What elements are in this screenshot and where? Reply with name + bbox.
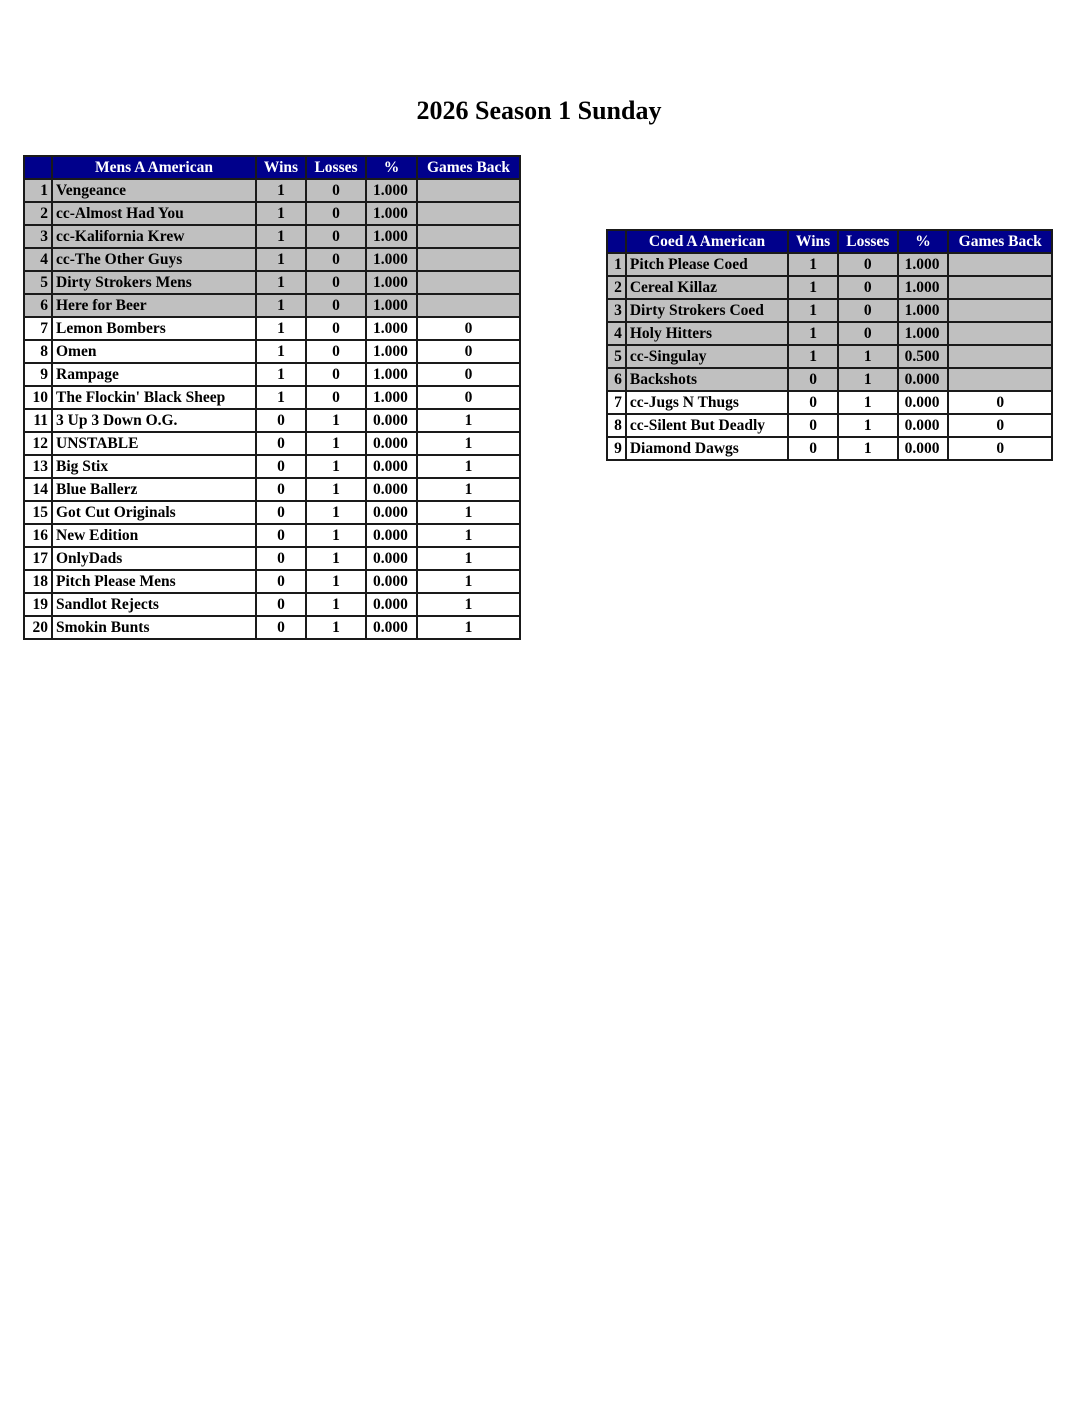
wins-cell: 0 [256, 455, 306, 478]
percentage-cell: 1.000 [898, 299, 949, 322]
percentage-cell: 0.000 [898, 368, 949, 391]
percentage-cell: 1.000 [898, 322, 949, 345]
division-column-header: Coed A American [626, 230, 788, 253]
wins-cell: 1 [788, 345, 838, 368]
rank-cell: 10 [24, 386, 52, 409]
wins-cell: 1 [788, 276, 838, 299]
wins-column-header: Wins [788, 230, 838, 253]
wins-cell: 0 [256, 547, 306, 570]
rank-cell: 8 [24, 340, 52, 363]
games-back-cell: 1 [417, 616, 520, 639]
losses-cell: 0 [306, 363, 366, 386]
team-name-cell: Pitch Please Mens [52, 570, 256, 593]
percentage-cell: 0.000 [366, 409, 417, 432]
percentage-column-header: % [898, 230, 949, 253]
losses-cell: 0 [838, 253, 898, 276]
coed-a-american-standings-table [606, 229, 1053, 461]
team-name-cell: Pitch Please Coed [626, 253, 788, 276]
table-row [24, 248, 520, 271]
games-back-cell: 1 [417, 478, 520, 501]
games-back-cell [417, 202, 520, 225]
team-name-cell: 3 Up 3 Down O.G. [52, 409, 256, 432]
team-name-cell: OnlyDads [52, 547, 256, 570]
table-row [607, 276, 1052, 299]
games-back-cell: 0 [417, 317, 520, 340]
table-header-row [24, 156, 520, 179]
wins-cell: 1 [788, 322, 838, 345]
rank-cell: 7 [24, 317, 52, 340]
losses-cell: 0 [306, 271, 366, 294]
table-row [24, 179, 520, 202]
table-row [24, 202, 520, 225]
rank-cell: 1 [607, 253, 626, 276]
rank-cell: 17 [24, 547, 52, 570]
team-name-cell: Dirty Strokers Mens [52, 271, 256, 294]
games-back-cell: 1 [417, 409, 520, 432]
losses-cell: 1 [306, 478, 366, 501]
team-name-cell: Got Cut Originals [52, 501, 256, 524]
games-back-cell: 1 [417, 524, 520, 547]
percentage-cell: 0.000 [898, 414, 949, 437]
table-row [607, 299, 1052, 322]
losses-cell: 0 [838, 276, 898, 299]
rank-cell: 1 [24, 179, 52, 202]
team-name-cell: Cereal Killaz [626, 276, 788, 299]
games-back-cell [948, 345, 1052, 368]
team-name-cell: Sandlot Rejects [52, 593, 256, 616]
team-name-cell: cc-Silent But Deadly [626, 414, 788, 437]
games-back-cell [948, 276, 1052, 299]
division-column-header: Mens A American [52, 156, 256, 179]
games-back-cell: 1 [417, 593, 520, 616]
wins-cell: 0 [256, 570, 306, 593]
rank-cell: 6 [607, 368, 626, 391]
rank-cell: 12 [24, 432, 52, 455]
percentage-cell: 1.000 [366, 340, 417, 363]
table-row [607, 322, 1052, 345]
wins-cell: 0 [256, 409, 306, 432]
percentage-cell: 1.000 [898, 276, 949, 299]
table-row [24, 340, 520, 363]
rank-cell: 2 [24, 202, 52, 225]
losses-column-header: Losses [306, 156, 366, 179]
games-back-cell: 0 [948, 437, 1052, 460]
team-name-cell: cc-Kalifornia Krew [52, 225, 256, 248]
percentage-cell: 1.000 [366, 248, 417, 271]
rank-cell: 7 [607, 391, 626, 414]
losses-cell: 0 [306, 340, 366, 363]
games-back-cell: 0 [417, 386, 520, 409]
rank-cell: 18 [24, 570, 52, 593]
percentage-cell: 1.000 [366, 363, 417, 386]
games-back-cell [948, 368, 1052, 391]
games-back-cell [417, 225, 520, 248]
percentage-cell: 0.000 [898, 391, 949, 414]
losses-cell: 1 [838, 437, 898, 460]
wins-cell: 1 [788, 299, 838, 322]
wins-cell: 1 [256, 363, 306, 386]
table-row [24, 363, 520, 386]
percentage-cell: 0.000 [366, 501, 417, 524]
table-row [24, 593, 520, 616]
wins-cell: 1 [788, 253, 838, 276]
wins-cell: 1 [256, 340, 306, 363]
losses-cell: 1 [306, 432, 366, 455]
team-name-cell: Blue Ballerz [52, 478, 256, 501]
table-row [24, 409, 520, 432]
losses-cell: 1 [838, 368, 898, 391]
losses-cell: 0 [838, 299, 898, 322]
wins-cell: 0 [788, 368, 838, 391]
team-name-cell: Backshots [626, 368, 788, 391]
wins-cell: 0 [256, 616, 306, 639]
wins-cell: 0 [788, 391, 838, 414]
rank-cell: 8 [607, 414, 626, 437]
rank-cell: 9 [607, 437, 626, 460]
team-name-cell: cc-Jugs N Thugs [626, 391, 788, 414]
percentage-cell: 0.000 [366, 478, 417, 501]
games-back-cell [948, 299, 1052, 322]
losses-cell: 1 [838, 345, 898, 368]
team-name-cell: Vengeance [52, 179, 256, 202]
losses-column-header: Losses [838, 230, 898, 253]
rank-cell: 13 [24, 455, 52, 478]
table-row [607, 391, 1052, 414]
wins-cell: 1 [256, 225, 306, 248]
team-name-cell: New Edition [52, 524, 256, 547]
games-back-cell: 1 [417, 455, 520, 478]
rank-column-header [607, 230, 626, 253]
percentage-cell: 0.500 [898, 345, 949, 368]
rank-cell: 6 [24, 294, 52, 317]
wins-cell: 0 [256, 501, 306, 524]
team-name-cell: Here for Beer [52, 294, 256, 317]
wins-cell: 1 [256, 248, 306, 271]
losses-cell: 0 [306, 225, 366, 248]
rank-cell: 3 [24, 225, 52, 248]
table-row [24, 570, 520, 593]
percentage-cell: 0.000 [366, 616, 417, 639]
rank-column-header [24, 156, 52, 179]
games-back-cell: 0 [417, 340, 520, 363]
percentage-cell: 0.000 [366, 524, 417, 547]
percentage-cell: 1.000 [366, 294, 417, 317]
percentage-cell: 0.000 [366, 455, 417, 478]
wins-cell: 1 [256, 202, 306, 225]
losses-cell: 1 [306, 616, 366, 639]
losses-cell: 1 [306, 409, 366, 432]
wins-cell: 0 [256, 432, 306, 455]
rank-cell: 9 [24, 363, 52, 386]
games-back-column-header: Games Back [417, 156, 520, 179]
team-name-cell: Big Stix [52, 455, 256, 478]
losses-cell: 0 [306, 317, 366, 340]
table-row [607, 368, 1052, 391]
table-row [24, 294, 520, 317]
wins-cell: 0 [256, 593, 306, 616]
table-row [24, 271, 520, 294]
percentage-column-header: % [366, 156, 417, 179]
losses-cell: 1 [306, 501, 366, 524]
wins-cell: 1 [256, 386, 306, 409]
team-name-cell: cc-Singulay [626, 345, 788, 368]
games-back-cell: 1 [417, 432, 520, 455]
losses-cell: 1 [838, 391, 898, 414]
games-back-cell: 1 [417, 547, 520, 570]
percentage-cell: 1.000 [366, 179, 417, 202]
games-back-cell [948, 322, 1052, 345]
team-name-cell: Dirty Strokers Coed [626, 299, 788, 322]
table-row [24, 524, 520, 547]
games-back-cell: 1 [417, 570, 520, 593]
team-name-cell: Holy Hitters [626, 322, 788, 345]
percentage-cell: 0.000 [366, 547, 417, 570]
team-name-cell: The Flockin' Black Sheep [52, 386, 256, 409]
rank-cell: 3 [607, 299, 626, 322]
games-back-cell: 1 [417, 501, 520, 524]
rank-cell: 20 [24, 616, 52, 639]
wins-cell: 0 [256, 524, 306, 547]
percentage-cell: 0.000 [898, 437, 949, 460]
losses-cell: 0 [306, 386, 366, 409]
losses-cell: 1 [306, 524, 366, 547]
team-name-cell: cc-Almost Had You [52, 202, 256, 225]
percentage-cell: 0.000 [366, 570, 417, 593]
wins-column-header: Wins [256, 156, 306, 179]
mens-a-american-standings-table [23, 155, 521, 640]
losses-cell: 1 [306, 547, 366, 570]
percentage-cell: 1.000 [366, 317, 417, 340]
wins-cell: 1 [256, 317, 306, 340]
games-back-cell [417, 271, 520, 294]
losses-cell: 1 [306, 593, 366, 616]
rank-cell: 19 [24, 593, 52, 616]
table-row [607, 437, 1052, 460]
team-name-cell: Rampage [52, 363, 256, 386]
table-row [24, 386, 520, 409]
team-name-cell: UNSTABLE [52, 432, 256, 455]
games-back-cell [417, 294, 520, 317]
percentage-cell: 1.000 [366, 386, 417, 409]
games-back-cell [417, 248, 520, 271]
team-name-cell: Omen [52, 340, 256, 363]
rank-cell: 5 [24, 271, 52, 294]
rank-cell: 11 [24, 409, 52, 432]
team-name-cell: Lemon Bombers [52, 317, 256, 340]
rank-cell: 15 [24, 501, 52, 524]
losses-cell: 1 [838, 414, 898, 437]
table-row [24, 616, 520, 639]
percentage-cell: 1.000 [366, 225, 417, 248]
losses-cell: 0 [306, 202, 366, 225]
wins-cell: 0 [788, 437, 838, 460]
losses-cell: 0 [306, 248, 366, 271]
games-back-cell [948, 253, 1052, 276]
losses-cell: 0 [306, 179, 366, 202]
table-row [24, 432, 520, 455]
percentage-cell: 1.000 [366, 202, 417, 225]
wins-cell: 0 [256, 478, 306, 501]
rank-cell: 14 [24, 478, 52, 501]
table-row [24, 455, 520, 478]
rank-cell: 5 [607, 345, 626, 368]
percentage-cell: 1.000 [898, 253, 949, 276]
wins-cell: 1 [256, 179, 306, 202]
page-title: 2026 Season 1 Sunday [416, 96, 662, 125]
games-back-cell: 0 [948, 391, 1052, 414]
team-name-cell: Smokin Bunts [52, 616, 256, 639]
games-back-column-header: Games Back [948, 230, 1052, 253]
table-row [24, 478, 520, 501]
table-row [607, 345, 1052, 368]
games-back-cell: 0 [417, 363, 520, 386]
losses-cell: 0 [306, 294, 366, 317]
wins-cell: 1 [256, 271, 306, 294]
table-row [607, 253, 1052, 276]
table-row [24, 501, 520, 524]
table-header-row [607, 230, 1052, 253]
rank-cell: 2 [607, 276, 626, 299]
losses-cell: 1 [306, 455, 366, 478]
wins-cell: 0 [788, 414, 838, 437]
percentage-cell: 0.000 [366, 432, 417, 455]
table-row [24, 317, 520, 340]
rank-cell: 16 [24, 524, 52, 547]
games-back-cell [417, 179, 520, 202]
percentage-cell: 1.000 [366, 271, 417, 294]
losses-cell: 0 [838, 322, 898, 345]
losses-cell: 1 [306, 570, 366, 593]
team-name-cell: cc-The Other Guys [52, 248, 256, 271]
rank-cell: 4 [24, 248, 52, 271]
games-back-cell: 0 [948, 414, 1052, 437]
wins-cell: 1 [256, 294, 306, 317]
rank-cell: 4 [607, 322, 626, 345]
percentage-cell: 0.000 [366, 593, 417, 616]
table-row [24, 225, 520, 248]
table-row [24, 547, 520, 570]
team-name-cell: Diamond Dawgs [626, 437, 788, 460]
table-row [607, 414, 1052, 437]
